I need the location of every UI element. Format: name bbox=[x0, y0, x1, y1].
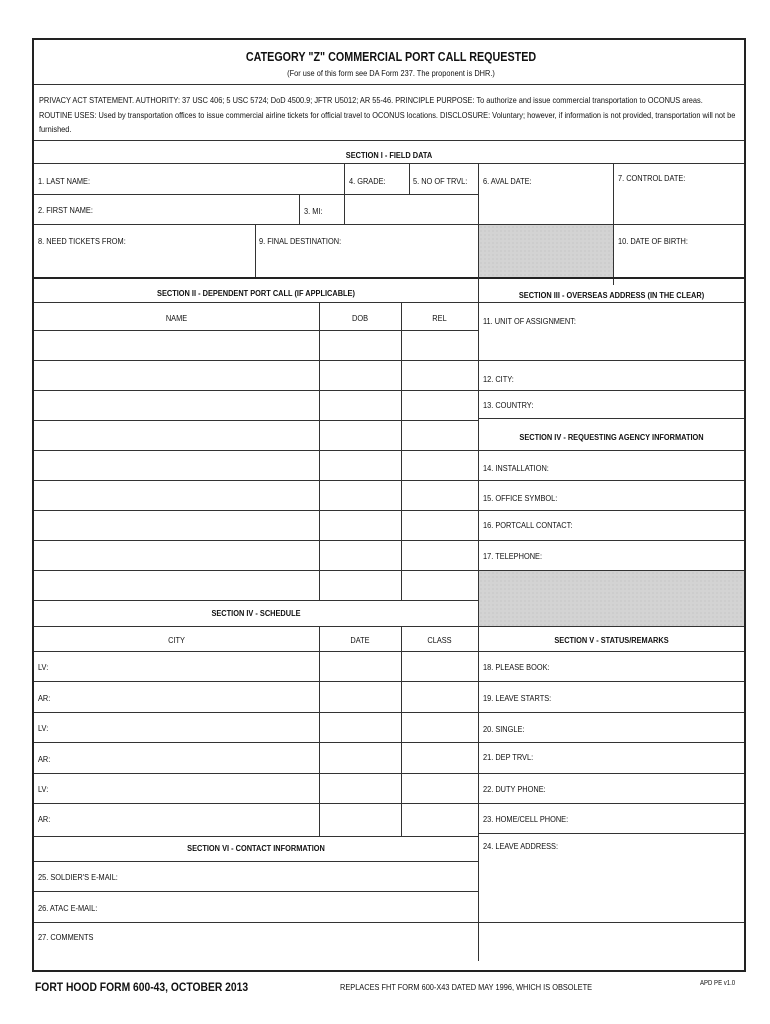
telephone-label: 17. TELEPHONE: bbox=[483, 551, 543, 561]
no-of-trvl-field[interactable] bbox=[410, 164, 478, 194]
section-1-title: SECTION I - FIELD DATA bbox=[345, 150, 433, 160]
col-class-header: CLASS bbox=[427, 635, 452, 645]
schedule-row-label: AR: bbox=[38, 754, 51, 764]
dependent-row[interactable] bbox=[34, 571, 319, 599]
soldier-email-field[interactable] bbox=[34, 862, 478, 891]
need-tickets-from-label: 8. NEED TICKETS FROM: bbox=[38, 236, 126, 246]
section-5-title: SECTION V - STATUS/REMARKS bbox=[554, 635, 669, 645]
office-symbol-label: 15. OFFICE SYMBOL: bbox=[483, 493, 558, 503]
leave-starts-field[interactable] bbox=[479, 682, 744, 712]
privacy-act-statement: PRIVACY ACT STATEMENT. AUTHORITY: 37 USC 406; 5 USC 5724; DoD 4500.9; JFTR U5012; AR 55-46. PRINCIPLE PURPOSE: To authorize and issue commercial transportation to OCONUS areas. ROUTINE USES: Used by transportation offices to issue commercial airline tickets for official travel to OCONUS locations. DISCLOSURE: Voluntary; however, if information is not provided, transportation will not be furnished. bbox=[39, 95, 736, 134]
schedule-row-field[interactable] bbox=[34, 743, 319, 773]
divider bbox=[34, 84, 744, 85]
col-rel-header: REL bbox=[432, 313, 447, 323]
leave-address-label: 24. LEAVE ADDRESS: bbox=[483, 841, 559, 851]
dependent-row[interactable] bbox=[34, 391, 319, 419]
section-6-title: SECTION VI - CONTACT INFORMATION bbox=[187, 843, 325, 853]
country-label: 13. COUNTRY: bbox=[483, 400, 534, 410]
last-name-field[interactable] bbox=[34, 164, 344, 194]
col-city-header: CITY bbox=[168, 635, 185, 645]
installation-field[interactable] bbox=[479, 451, 744, 480]
comments-label: 27. COMMENTS bbox=[38, 932, 94, 942]
aval-date-label: 6. AVAL DATE: bbox=[483, 176, 532, 186]
city-label: 12. CITY: bbox=[483, 374, 514, 384]
last-name-label: 1. LAST NAME: bbox=[38, 176, 91, 186]
form-subtitle: (For use of this form see DA Form 237. The proponent is DHR.) bbox=[287, 68, 495, 78]
unit-of-assignment-label: 11. UNIT OF ASSIGNMENT: bbox=[483, 316, 576, 326]
dependent-row[interactable] bbox=[34, 511, 319, 539]
aval-date-field[interactable] bbox=[479, 164, 613, 224]
country-field[interactable] bbox=[479, 391, 744, 418]
shaded-block bbox=[479, 571, 744, 626]
leave-starts-label: 19. LEAVE STARTS: bbox=[483, 693, 552, 703]
grade-label: 4. GRADE: bbox=[349, 176, 386, 186]
section-3-title: SECTION III - OVERSEAS ADDRESS (IN THE CLEAR) bbox=[518, 290, 705, 300]
version-label: APD PE v1.0 bbox=[700, 980, 736, 987]
first-name-label: 2. FIRST NAME: bbox=[38, 205, 93, 215]
divider bbox=[34, 140, 744, 141]
home-cell-phone-label: 23. HOME/CELL PHONE: bbox=[483, 814, 569, 824]
comments-field[interactable] bbox=[34, 923, 744, 970]
dependent-row[interactable] bbox=[34, 481, 319, 509]
home-cell-phone-field[interactable] bbox=[479, 804, 744, 833]
first-name-field[interactable] bbox=[34, 195, 299, 224]
soldier-email-label: 25. SOLDIER'S E-MAIL: bbox=[38, 872, 118, 882]
schedule-row-field[interactable] bbox=[34, 652, 319, 681]
dependent-row[interactable] bbox=[34, 421, 319, 449]
schedule-row-label: AR: bbox=[38, 693, 51, 703]
dependent-row[interactable] bbox=[34, 361, 319, 389]
dependent-row[interactable] bbox=[34, 541, 319, 569]
date-of-birth-label: 10. DATE OF BIRTH: bbox=[618, 236, 688, 246]
office-symbol-field[interactable] bbox=[479, 481, 744, 510]
final-destination-label: 9. FINAL DESTINATION: bbox=[259, 236, 342, 246]
single-label: 20. SINGLE: bbox=[483, 724, 525, 734]
date-of-birth-field[interactable] bbox=[614, 225, 744, 277]
replaces-note: REPLACES FHT FORM 600-X43 DATED MAY 1996, WHICH IS OBSOLETE bbox=[340, 982, 593, 992]
atac-email-field[interactable] bbox=[34, 892, 478, 922]
atac-email-label: 26. ATAC E-MAIL: bbox=[38, 903, 98, 913]
section-4-agency-title: SECTION IV - REQUESTING AGENCY INFORMATION bbox=[519, 432, 704, 442]
shaded-block bbox=[479, 225, 613, 277]
duty-phone-field[interactable] bbox=[479, 774, 744, 803]
installation-label: 14. INSTALLATION: bbox=[483, 463, 549, 473]
mi-field[interactable] bbox=[300, 195, 344, 224]
dep-trvl-field[interactable] bbox=[479, 743, 744, 773]
form-title: CATEGORY "Z" COMMERCIAL PORT CALL REQUESTED bbox=[245, 50, 537, 64]
control-date-label: 7. CONTROL DATE: bbox=[618, 173, 686, 183]
need-tickets-from-field[interactable] bbox=[34, 225, 255, 277]
port-call-form bbox=[32, 38, 746, 972]
please-book-field[interactable] bbox=[479, 652, 744, 681]
city-field[interactable] bbox=[479, 361, 744, 390]
please-book-label: 18. PLEASE BOOK: bbox=[483, 662, 550, 672]
grade-field[interactable] bbox=[345, 164, 409, 194]
portcall-contact-label: 16. PORTCALL CONTACT: bbox=[483, 520, 573, 530]
section-2-title: SECTION II - DEPENDENT PORT CALL (IF APPLICABLE) bbox=[157, 288, 355, 298]
dependent-row[interactable] bbox=[34, 451, 319, 479]
leave-address-field[interactable] bbox=[479, 834, 744, 922]
dep-trvl-label: 21. DEP TRVL: bbox=[483, 752, 534, 762]
unit-of-assignment-field[interactable] bbox=[479, 303, 744, 360]
portcall-contact-field[interactable] bbox=[479, 511, 744, 540]
schedule-row-label: LV: bbox=[38, 784, 49, 794]
mi-label: 3. MI: bbox=[304, 206, 323, 216]
single-field[interactable] bbox=[479, 713, 744, 742]
schedule-row-label: LV: bbox=[38, 662, 49, 672]
final-destination-field[interactable] bbox=[256, 225, 478, 277]
control-date-field[interactable] bbox=[614, 164, 744, 224]
form-number: FORT HOOD FORM 600-43, OCTOBER 2013 bbox=[35, 980, 249, 994]
schedule-title: SECTION IV - SCHEDULE bbox=[211, 608, 301, 618]
schedule-row-field[interactable] bbox=[34, 774, 319, 803]
schedule-row-label: AR: bbox=[38, 814, 51, 824]
schedule-row-label: LV: bbox=[38, 723, 49, 733]
duty-phone-label: 22. DUTY PHONE: bbox=[483, 784, 546, 794]
col-name-header: NAME bbox=[165, 313, 188, 323]
schedule-row-field[interactable] bbox=[34, 804, 319, 836]
dependent-row[interactable] bbox=[34, 331, 319, 359]
col-date-header: DATE bbox=[350, 635, 370, 645]
schedule-row-field[interactable] bbox=[34, 713, 319, 742]
col-dob-header: DOB bbox=[351, 313, 369, 323]
telephone-field[interactable] bbox=[479, 541, 744, 570]
schedule-row-field[interactable] bbox=[34, 682, 319, 712]
no-of-trvl-label: 5. NO OF TRVL: bbox=[413, 176, 468, 186]
